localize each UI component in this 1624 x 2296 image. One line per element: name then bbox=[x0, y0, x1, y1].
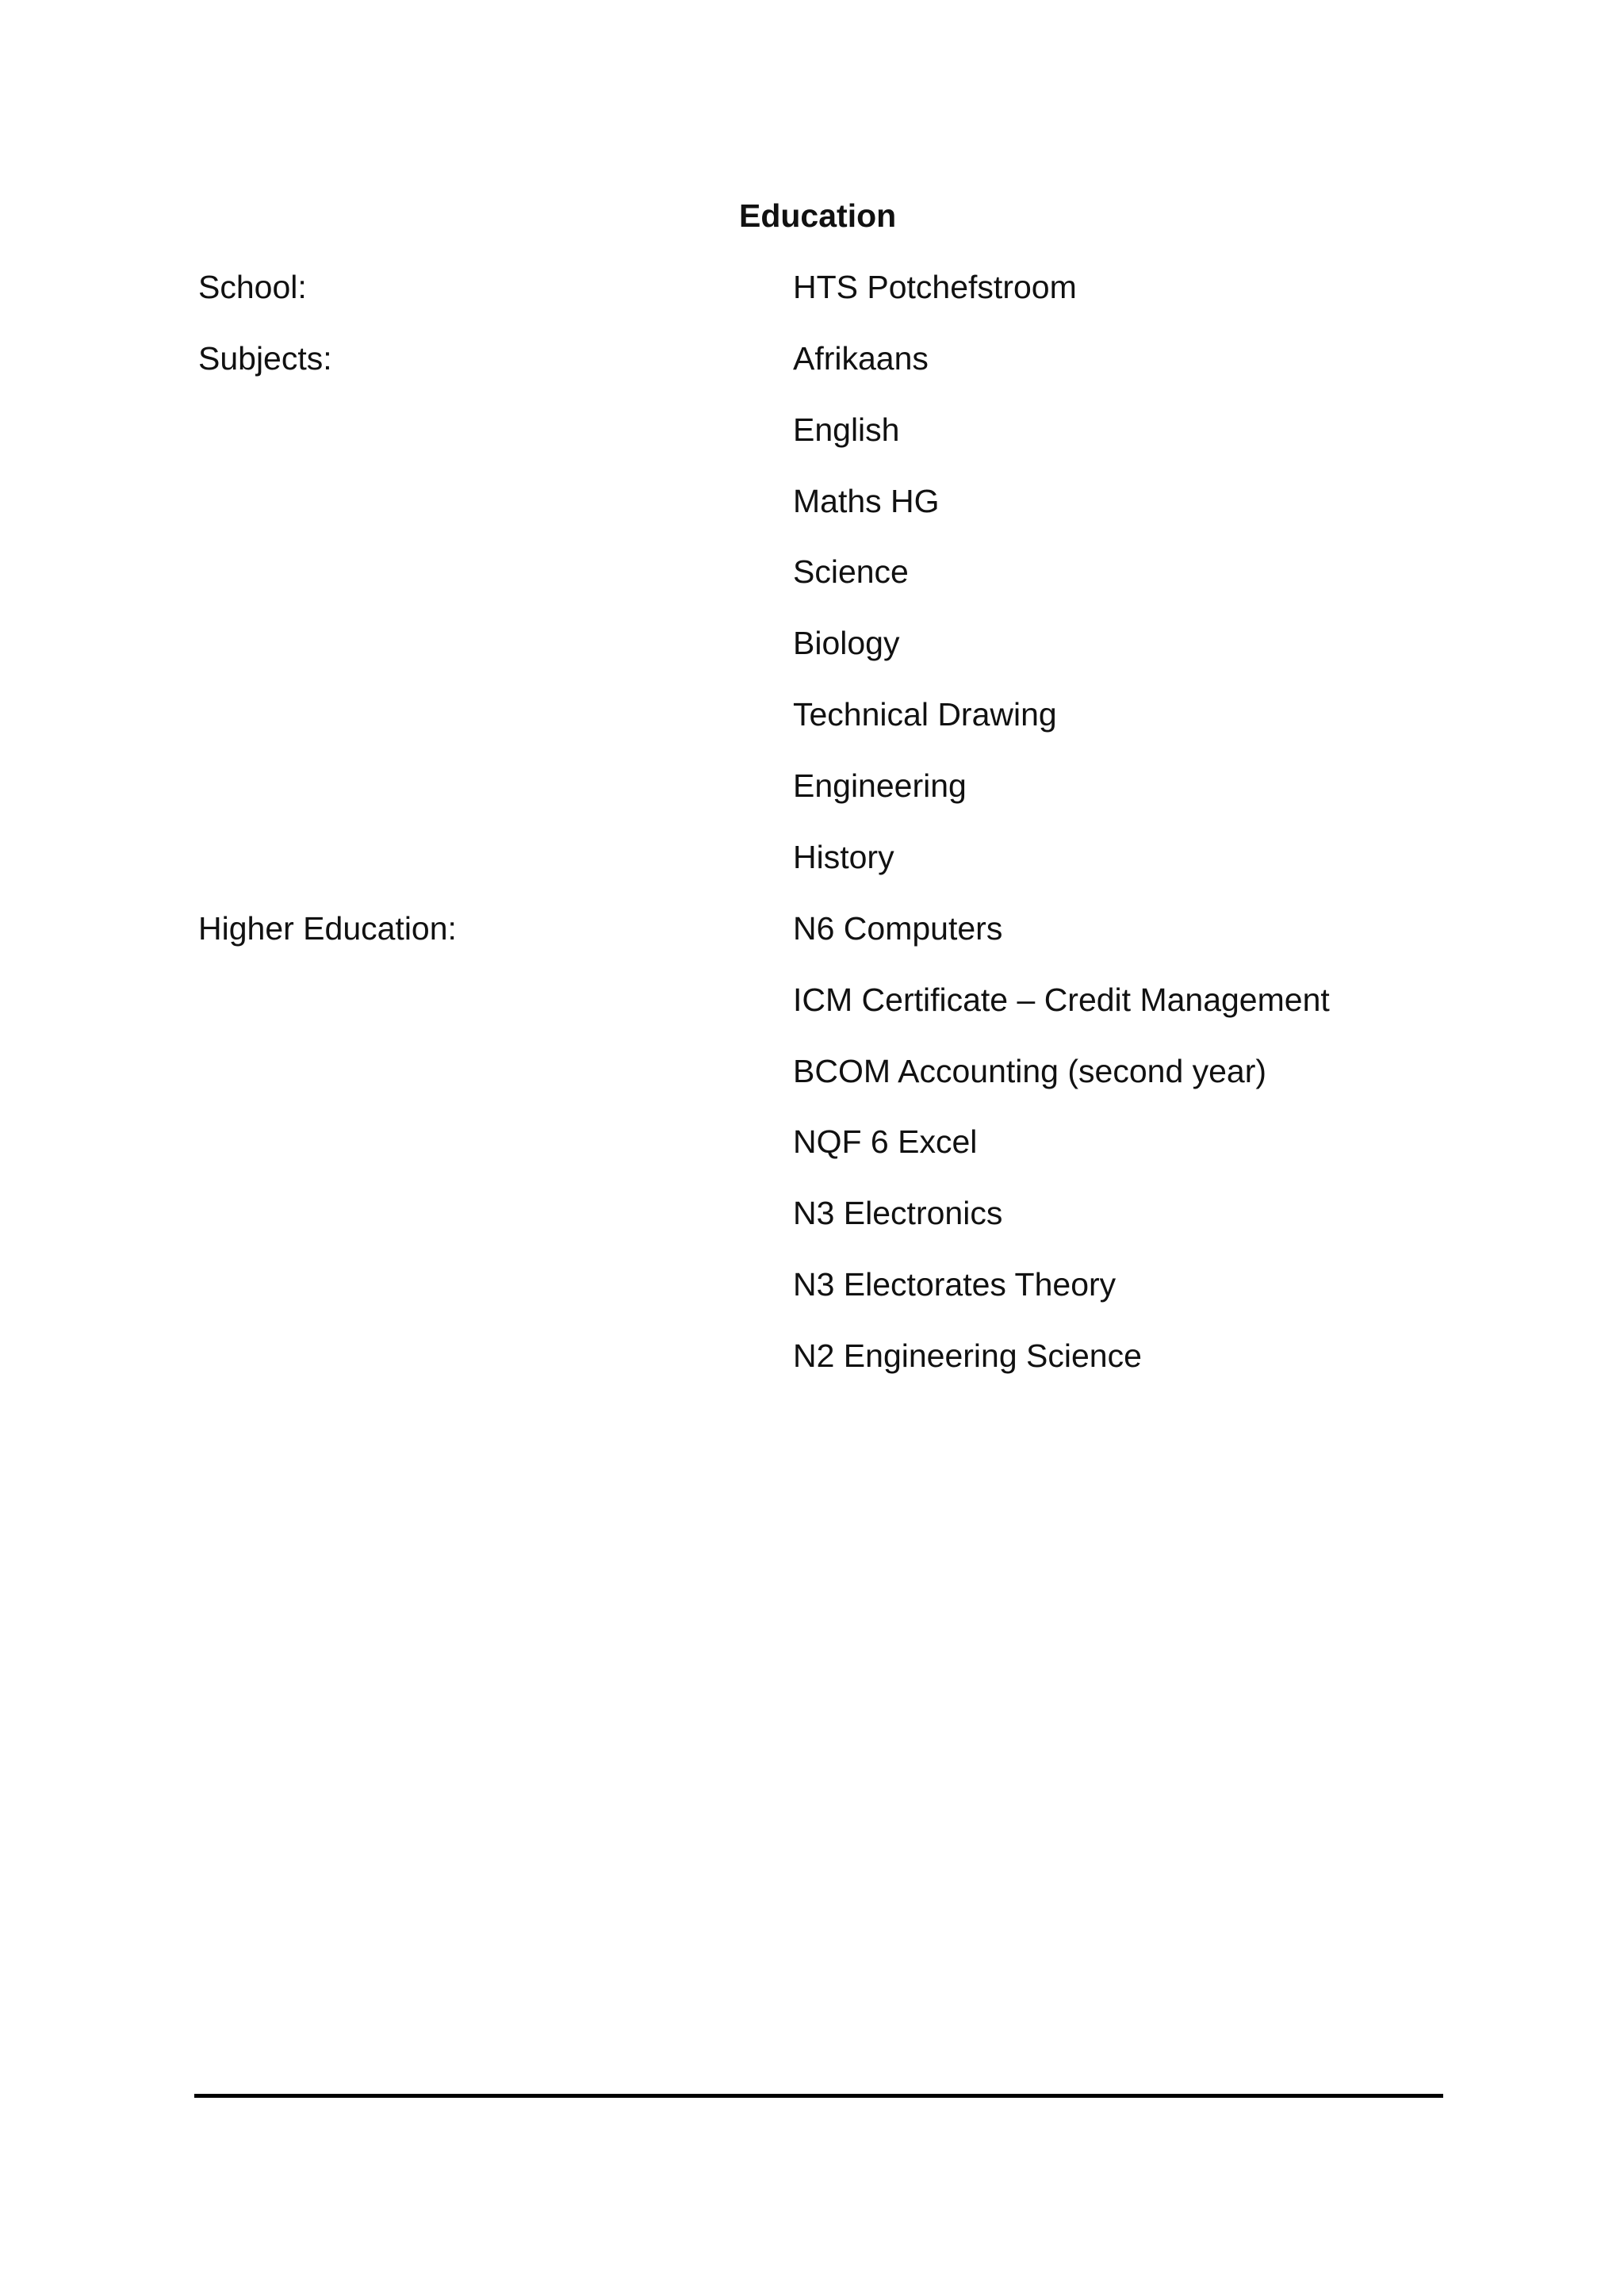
page-title: Education bbox=[739, 197, 897, 234]
higher-education-item: N2 Engineering Science bbox=[793, 1337, 1142, 1374]
subject-item: English bbox=[793, 411, 900, 448]
subject-item: Maths HG bbox=[793, 483, 940, 519]
school-label: School: bbox=[198, 269, 307, 305]
school-value: HTS Potchefstroom bbox=[793, 269, 1077, 305]
footer-divider bbox=[194, 2094, 1443, 2098]
higher-education-label: Higher Education: bbox=[198, 910, 457, 947]
higher-education-item: ICM Certificate – Credit Management bbox=[793, 982, 1330, 1018]
higher-education-item: N3 Electorates Theory bbox=[793, 1266, 1116, 1303]
subject-item: Biology bbox=[793, 625, 900, 661]
higher-education-item: NQF 6 Excel bbox=[793, 1123, 978, 1160]
subject-item: Afrikaans bbox=[793, 340, 929, 377]
subject-item: Technical Drawing bbox=[793, 696, 1057, 733]
higher-education-item: N3 Electronics bbox=[793, 1195, 1003, 1231]
subject-item: Engineering bbox=[793, 767, 967, 804]
subjects-label: Subjects: bbox=[198, 340, 332, 377]
subject-item: Science bbox=[793, 553, 909, 590]
higher-education-item: N6 Computers bbox=[793, 910, 1003, 947]
higher-education-item: BCOM Accounting (second year) bbox=[793, 1053, 1267, 1089]
subject-item: History bbox=[793, 839, 894, 875]
